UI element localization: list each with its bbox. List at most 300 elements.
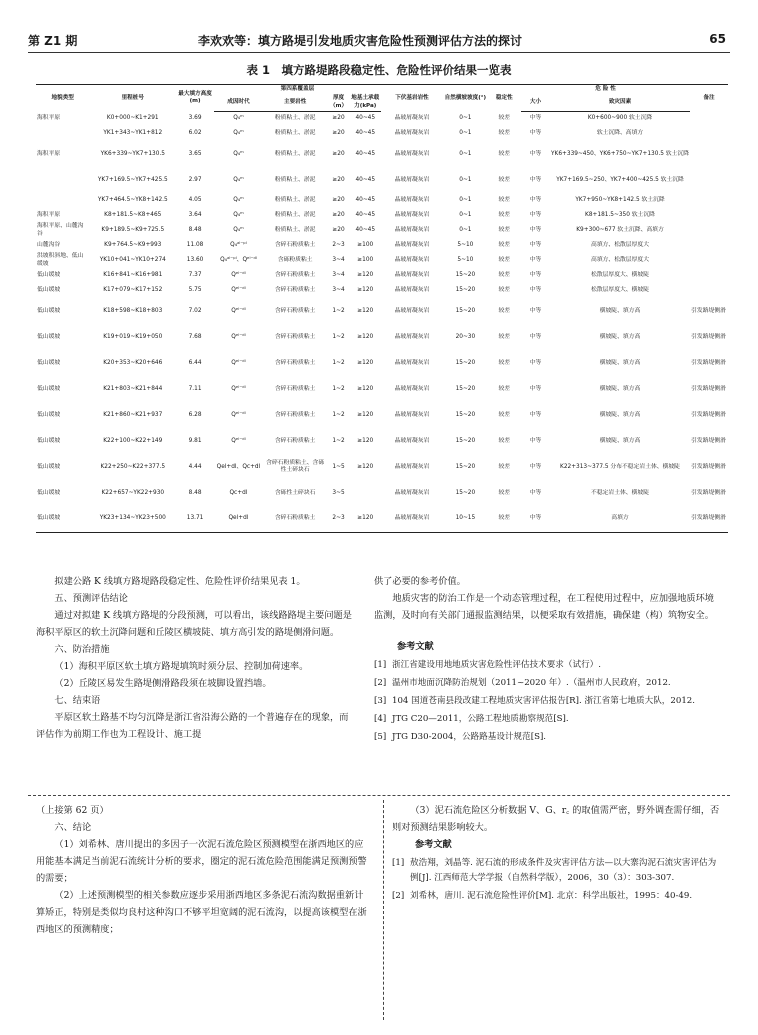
section-divider — [28, 795, 730, 796]
reference-text: 敖浩翔，刘晶等. 泥石流的形成条件及灾害评估方法—以大寨沟泥石流灾害评估为例[J]. 江西师范大学学报（自然科学版），2006，30（3）：303-307. — [410, 858, 717, 883]
table-cell-bedrock: 晶玻屑凝灰岩 — [394, 242, 430, 249]
table-cell-era: Q₄ᵐ — [233, 130, 244, 137]
table-cell-remark — [690, 208, 728, 223]
table-cell-factor: 高填方、松散层厚度大 — [591, 257, 649, 264]
paragraph: （2）丘陵区易发生路堤侧滑路段须在坡脚设置挡墙。 — [54, 678, 272, 689]
table-cell-slope: 0~1 — [459, 130, 472, 137]
table-row — [36, 428, 728, 454]
table-cell-thick: 1~2 — [332, 359, 345, 366]
table-cell-stability: 较差 — [498, 307, 511, 314]
table-row — [36, 193, 728, 208]
table-cell-landform: 低山缓坡 — [37, 489, 61, 496]
table-row — [36, 283, 728, 298]
table-cell-bearing: ≥120 — [357, 385, 374, 392]
table-cell-slope: 0~1 — [459, 115, 472, 122]
table-cell-bedrock: 晶玻屑凝灰岩 — [394, 176, 430, 183]
table-cell-lith: 粉质粘土、淤泥 — [274, 212, 316, 219]
table-cell-max-fill: 11.08 — [186, 242, 204, 249]
table-cell-section: K16+841~K16+981 — [103, 272, 163, 279]
col-slope: 自然横坡坡度(°) — [443, 85, 488, 112]
table-cell-bearing: 40~45 — [355, 130, 376, 137]
table-cell-section: YK10+041~YK10+274 — [99, 257, 166, 264]
table-cell-section: K21+860~K21+937 — [103, 411, 163, 418]
table-cell-thick: 3~4 — [332, 257, 345, 264]
table-row — [36, 253, 728, 268]
right-column — [374, 573, 720, 748]
table-cell-era: Q₄ᵐ — [233, 197, 244, 204]
table-cell-bedrock: 晶玻屑凝灰岩 — [394, 130, 430, 137]
table-cell-size: 中等 — [529, 307, 542, 314]
table-row — [36, 376, 728, 402]
table-cell-max-fill: 5.75 — [188, 287, 202, 294]
reference-text: 104 国道苍南县段改建工程地质灾害评估报告[R]. 浙江省第七地质大队，2012. — [392, 696, 696, 706]
table-cell-bedrock: 晶玻屑凝灰岩 — [394, 115, 430, 122]
reference-number: [1] — [374, 660, 387, 670]
table-cell-lith: 含砾粉质粘土 — [277, 257, 313, 264]
table-cell-bedrock: 晶玻屑凝灰岩 — [394, 463, 430, 470]
col-lith: 主要岩性 — [263, 94, 328, 111]
table-cell-bedrock: 晶玻屑凝灰岩 — [394, 197, 430, 204]
table-cell-landform: 低山缓坡 — [36, 506, 89, 532]
table-cell-section: K18+598~K18+803 — [103, 307, 163, 314]
paragraph: （2）上述预测模型的相关参数应逐步采用浙西地区多条泥石流沟数据重新计算矫正，特别是类似均良村这种沟口不够平坦宽阔的泥石流沟，以提高该模型在浙西地区的预测精度； — [36, 890, 367, 935]
table-cell-thick: ≥20 — [332, 212, 345, 219]
table-cell-section: K9+764.5~K9+993 — [104, 242, 162, 249]
table-cell-factor: YK7+950~YK8+142.5 软土沉降 — [575, 197, 665, 204]
table-cell-bearing: 40~45 — [355, 150, 376, 157]
table-cell-lith: 粉质粘土、淤泥 — [274, 130, 316, 137]
table-cell-thick: 3~5 — [332, 489, 345, 496]
table-row — [36, 208, 728, 223]
table-cell-max-fill: 6.28 — [188, 411, 202, 418]
table-cell-lith: 粉质粘土、淤泥 — [274, 176, 316, 183]
table-cell-slope: 20~30 — [455, 333, 476, 340]
table-cell-max-fill: 3.65 — [188, 150, 202, 157]
table-cell-lith: 含碎石粉质粘土 — [274, 242, 316, 249]
table-cell-lith: 含碎石粉质粘土 — [274, 272, 316, 279]
table-cell-bearing: ≥120 — [357, 463, 374, 470]
table-cell-era: Q₄ᵐ — [233, 115, 244, 122]
table-cell-era: Q₄ᵐ — [233, 150, 244, 157]
col-group-q4: 第四系覆盖层 — [214, 85, 381, 95]
table-cell-thick: ≥20 — [332, 227, 345, 234]
table-cell-bearing: ≥100 — [357, 242, 374, 249]
table-cell-lith: 含碎石粉质粘土、含砾性土碎块石 — [266, 459, 325, 474]
table-cell-landform: 低山缓坡 — [37, 333, 61, 340]
table-cell-slope: 15~20 — [455, 359, 476, 366]
table-cell-remark: 引发路堤侧滑 — [690, 506, 728, 532]
reference-text: 刘希林，唐川. 泥石流危险性评价[M]. 北京：科学出版社，1995：40-49. — [410, 891, 693, 901]
issue-label: 第 Z1 期 — [28, 34, 78, 48]
table-cell-slope: 15~20 — [455, 287, 476, 294]
table-cell-remark: 引发路堤侧滑 — [691, 463, 726, 470]
references-title: 参考文献 — [415, 839, 452, 850]
table-row — [36, 298, 728, 324]
table-cell-remark: 引发路堤侧滑 — [691, 307, 726, 314]
table-cell-bedrock: 晶玻屑凝灰岩 — [394, 150, 430, 157]
table-cell-slope: 0~1 — [459, 197, 472, 204]
table-cell-slope: 0~1 — [459, 150, 472, 157]
table-cell-remark — [690, 126, 728, 141]
table-cell-factor: 高填方 — [550, 506, 690, 532]
table-cell-factor: K8+181.5~350 软土沉降 — [585, 212, 655, 219]
table-cell-remark — [690, 111, 728, 126]
table-cell-bedrock: 晶玻屑凝灰岩 — [394, 227, 430, 234]
table-cell-remark: 引发路堤侧滑 — [691, 437, 726, 444]
table-cell-section: K0+000~K1+291 — [106, 115, 159, 122]
table-cell-max-fill: 4.05 — [188, 197, 202, 204]
table-cell-landform: 低山缓坡 — [37, 307, 61, 314]
table-cell-max-fill: 4.44 — [188, 463, 202, 470]
table-cell-max-fill: 8.48 — [188, 489, 202, 496]
table-cell-bearing: ≥120 — [357, 359, 374, 366]
col-max-fill: 最大填方高度(m) — [176, 85, 214, 112]
table-cell-stability: 较差 — [498, 257, 511, 264]
table-cell-era: Q₄ᵐ — [233, 176, 244, 183]
reference-number: [1] — [392, 858, 405, 868]
table-cell-size: 中等 — [529, 150, 542, 157]
table-cell-slope: 15~20 — [455, 307, 476, 314]
table-cell-stability: 较差 — [498, 242, 511, 249]
table-cell-landform: 洪坡积斜地、低山缓坡 — [37, 253, 84, 267]
table-cell-landform — [36, 126, 89, 141]
table-cell-era: Qel+dl、Qc+dl — [216, 463, 261, 470]
table-header-row — [36, 85, 728, 95]
table-cell-section: YK23+134~YK23+500 — [89, 506, 176, 532]
table-cell-section: K19+019~K19+050 — [103, 333, 163, 340]
table-cell-factor: K0+600~900 软土沉降 — [587, 115, 653, 122]
table-cell-section: K22+657~YK22+930 — [101, 489, 165, 496]
table-cell-thick: 2~3 — [327, 506, 349, 532]
table-cell-max-fill: 9.81 — [188, 437, 202, 444]
table-cell-era: Qᵉˡ⁻ᵈˡ — [231, 272, 246, 279]
table-cell-section: YK7+464.5~YK8+142.5 — [97, 197, 168, 204]
table-row — [36, 480, 728, 506]
table-cell-era: Q₄ᵃˡ⁻ᵖˡ — [230, 242, 247, 249]
table-cell-max-fill: 2.97 — [188, 176, 202, 183]
table-cell-remark: 引发路堤侧滑 — [691, 385, 726, 392]
reference-number: [3] — [374, 696, 387, 706]
table-cell-stability: 较差 — [498, 385, 511, 392]
paragraph: 通过对拟建 K 线填方路堤的分段预测，可以看出，该线路路堤主要问题是海积平原区的软土沉降问题和丘陵区横坡陡、填方高引发的路堤侧滑问题。 — [36, 610, 352, 638]
table-cell-size: 中等 — [529, 411, 542, 418]
table-cell-max-fill: 7.68 — [188, 333, 202, 340]
col-era: 成因时代 — [214, 94, 263, 111]
table-cell-stability: 较差 — [498, 463, 511, 470]
table-cell-slope: 15~20 — [455, 385, 476, 392]
table-cell-max-fill: 7.02 — [188, 307, 202, 314]
table-cell-remark: 引发路堤侧滑 — [691, 411, 726, 418]
table-cell-lith: 含碎石粉质粘土 — [274, 287, 316, 294]
paragraph: 供了必要的参考价值。 — [374, 576, 466, 587]
table-cell-section: YK1+343~YK1+812 — [103, 130, 163, 137]
table-cell-factor: 软土沉降、高填方 — [596, 130, 644, 137]
table-cell-remark — [690, 223, 728, 238]
table-cell-lith: 含砾性土碎块石 — [274, 489, 316, 496]
table-cell-remark: 引发路堤侧滑 — [691, 489, 726, 496]
table-cell-size: 中等 — [529, 359, 542, 366]
table-cell-lith: 粉质粘土、淤泥 — [274, 150, 316, 157]
table-cell-section: K21+803~K21+844 — [103, 385, 163, 392]
table-cell-slope: 0~1 — [459, 176, 472, 183]
reference-item — [392, 889, 722, 904]
table-cell-era: Q₄ᵐ — [233, 212, 244, 219]
table-cell-factor: 高填方、松散层厚度大 — [591, 242, 649, 249]
table-cell-size: 中等 — [529, 242, 542, 249]
table-cell-bearing — [350, 480, 381, 506]
table-cell-factor: YK6+339~450、YK6+750~YK7+130.5 软土沉降 — [551, 150, 689, 157]
table-row — [36, 350, 728, 376]
table-cell-factor: 横坡陡、填方高 — [599, 359, 641, 366]
table-cell-max-fill: 6.02 — [188, 130, 202, 137]
table-cell-lith: 粉质粘土、淤泥 — [274, 227, 316, 234]
table-cell-section: K22+100~K22+149 — [103, 437, 163, 444]
table-cell-thick: ≥20 — [332, 130, 345, 137]
table-cell-bearing: ≥120 — [357, 307, 374, 314]
lower-left-column — [36, 802, 372, 938]
running-header — [28, 30, 730, 53]
table-cell-stability: 较差 — [498, 150, 511, 157]
table-cell-bearing: 40~45 — [355, 227, 376, 234]
table-cell-era: Q₄ᵃˡ⁻ᵖˡ、Qᵉˡ⁻ᵈˡ — [220, 257, 257, 264]
table-cell-size: 中等 — [529, 489, 542, 496]
table-cell-remark — [690, 268, 728, 283]
table-cell-thick: ≥20 — [332, 197, 345, 204]
table-cell-lith: 粉质粘土、淤泥 — [274, 115, 316, 122]
table-cell-slope: 5~10 — [457, 242, 474, 249]
table-cell-lith: 含碎石粉质粘土 — [274, 307, 316, 314]
table-cell-landform: 海积平原 — [37, 150, 61, 157]
table-cell-bearing: ≥120 — [357, 437, 374, 444]
table-cell-section: K17+079~K17+152 — [103, 287, 163, 294]
table-cell-section: K9+189.5~K9+725.5 — [101, 227, 165, 234]
table-cell-bedrock: 晶玻屑凝灰岩 — [394, 287, 430, 294]
table-cell-size: 中等 — [529, 272, 542, 279]
col-group-danger: 危 险 性 — [521, 85, 690, 95]
table-cell-stability: 较差 — [498, 489, 511, 496]
table-cell-stability: 较差 — [498, 437, 511, 444]
table-cell-remark — [690, 193, 728, 208]
table-cell-slope: 15~20 — [455, 437, 476, 444]
table-cell-landform: 海积平原 — [37, 115, 61, 122]
table-row — [36, 111, 728, 126]
table-cell-bedrock: 晶玻屑凝灰岩 — [394, 212, 430, 219]
reference-text: 温州市地面沉降防治规划（2011~2020 年）.（温州市人民政府，2012. — [392, 678, 671, 688]
table-cell-bedrock: 晶玻屑凝灰岩 — [394, 489, 430, 496]
table-cell-thick: 3~4 — [332, 287, 345, 294]
table-cell-bedrock: 晶玻屑凝灰岩 — [394, 437, 430, 444]
table-cell-size: 中等 — [529, 437, 542, 444]
col-bearing: 地基土承载力(kPa) — [350, 94, 381, 111]
col-bedrock: 下伏基岩岩性 — [381, 85, 443, 112]
table-cell-slope: 10~15 — [443, 506, 488, 532]
table-cell-size: 中等 — [529, 227, 542, 234]
reference-item — [374, 676, 720, 691]
table-cell-landform — [36, 193, 89, 208]
table-cell-bearing: 40~45 — [355, 212, 376, 219]
lower-right-column — [392, 802, 722, 907]
table-cell-era: Qᵉˡ⁻ᵈˡ — [231, 307, 246, 314]
table-cell-stability: 较差 — [488, 506, 521, 532]
table-cell-factor: 横坡陡、填方高 — [599, 333, 641, 340]
table-cell-remark — [690, 141, 728, 167]
table-cell-stability: 较差 — [498, 115, 511, 122]
table-cell-era: Qᵉˡ⁻ᵈˡ — [231, 411, 246, 418]
table-cell-remark — [690, 238, 728, 253]
reference-item — [374, 658, 720, 673]
table-cell-thick: 2~3 — [332, 242, 345, 249]
reference-text: JTG C20—2011，公路工程地质勘察规范[S]. — [392, 714, 569, 724]
paragraph: （1）海积平原区软土填方路堤填筑时须分层、控制加荷速率。 — [54, 661, 309, 672]
table-cell-size: 中等 — [529, 212, 542, 219]
table-cell-landform: 海积平原、山麓沟谷 — [37, 223, 84, 237]
column-divider — [383, 800, 384, 1020]
table-cell-slope: 15~20 — [455, 272, 476, 279]
table-cell-bearing: 40~45 — [355, 197, 376, 204]
table-cell-size: 中等 — [529, 287, 542, 294]
table-cell-section: K8+181.5~K8+465 — [104, 212, 162, 219]
table-body — [36, 111, 728, 532]
table-cell-size: 中等 — [529, 115, 542, 122]
col-size: 大小 — [521, 94, 550, 111]
table-row — [36, 167, 728, 193]
table-cell-stability: 较差 — [498, 130, 511, 137]
references-title: 参考文献 — [397, 641, 434, 652]
table-row — [36, 402, 728, 428]
table-cell-lith: 含碎石粉质粘土 — [274, 411, 316, 418]
table-cell-landform: 低山缓坡 — [37, 437, 61, 444]
table-cell-landform: 海积平原 — [37, 212, 61, 219]
table-cell-era: Qᵉˡ⁻ᵈˡ — [231, 359, 246, 366]
table-cell-factor: 松散层厚度大、横坡陡 — [591, 272, 649, 279]
reference-number: [4] — [374, 714, 387, 724]
reference-item — [374, 694, 720, 709]
table-cell-size: 中等 — [529, 130, 542, 137]
table-cell-remark: 引发路堤侧滑 — [691, 359, 726, 366]
table-cell-factor: 横坡陡、填方高 — [599, 385, 641, 392]
table-row — [36, 324, 728, 350]
table-cell-era: Qᵉˡ⁻ᵈˡ — [231, 333, 246, 340]
table-cell-size: 中等 — [529, 176, 542, 183]
table-cell-stability: 较差 — [498, 272, 511, 279]
table-cell-slope: 15~20 — [455, 489, 476, 496]
table-cell-bearing: ≥120 — [357, 287, 374, 294]
table-row — [36, 141, 728, 167]
reference-item — [374, 730, 720, 745]
col-thick: 厚度（m） — [327, 94, 349, 111]
reference-text: 浙江省建设用地地质灾害危险性评估技术要求（试行）. — [392, 660, 601, 670]
table-cell-remark — [690, 253, 728, 268]
table-cell-era: Qᵉˡ⁻ᵈˡ — [231, 287, 246, 294]
table-cell-max-fill: 3.64 — [188, 212, 202, 219]
section-heading: 六、防治措施 — [54, 644, 110, 655]
table-cell-factor: 松散层厚度大、横坡陡 — [591, 287, 649, 294]
table-cell-thick: ≥20 — [332, 176, 345, 183]
table-row — [36, 454, 728, 480]
table-cell-landform: 低山缓坡 — [37, 385, 61, 392]
table-cell-bearing: ≥120 — [350, 506, 381, 532]
table-cell-factor: YK7+169.5~250、YK7+400~425.5 软土沉降 — [556, 176, 684, 183]
running-head-title: 李欢欢等：填方路堤引发地质灾害危险性预测评估方法的探讨 — [198, 34, 523, 48]
reference-text: JTG D30-2004，公路路基设计规范[S]. — [392, 732, 547, 742]
table-row — [36, 268, 728, 283]
section-heading: 七、结束语 — [54, 695, 101, 706]
table-cell-lith: 粉质粘土、淤泥 — [274, 197, 316, 204]
table-cell-thick: 1~2 — [332, 411, 345, 418]
table-cell-bearing: ≥100 — [357, 257, 374, 264]
table-cell-slope: 15~20 — [455, 463, 476, 470]
table-cell-era: Qᵉˡ⁻ᵈˡ — [231, 385, 246, 392]
table-cell-stability: 较差 — [498, 359, 511, 366]
table-cell-bearing: ≥120 — [357, 333, 374, 340]
table-cell-bedrock: 晶玻屑凝灰岩 — [381, 506, 443, 532]
paragraph: 平原区软土路基不均匀沉降是浙江省沿海公路的一个普遍存在的现象，而评估作为前期工作也为工程设计、施工提 — [36, 712, 349, 740]
table-cell-bedrock: 晶玻屑凝灰岩 — [394, 272, 430, 279]
paragraph: （1）刘希林、唐川提出的多因子一次泥石流危险区预测模型在浙西地区的应用能基本满足当前泥石流统计分析的要求，圈定的泥石流危险范围能满足预测预警的需要； — [36, 839, 367, 884]
table-cell-slope: 0~1 — [459, 227, 472, 234]
table-cell-factor: 横坡陡、填方高 — [599, 307, 641, 314]
table-cell-thick: 1~5 — [332, 463, 345, 470]
table-cell-bedrock: 晶玻屑凝灰岩 — [394, 333, 430, 340]
table-cell-landform: 低山缓坡 — [37, 411, 61, 418]
table-cell-size: 中等 — [529, 385, 542, 392]
table-cell-lith: 含碎石粉质粘土 — [274, 437, 316, 444]
table-cell-landform: 低山缓坡 — [37, 287, 61, 294]
references-list — [392, 856, 722, 904]
paragraph: 拟建公路 K 线填方路堤路段稳定性、危险性评价结果见表 1。 — [54, 576, 306, 587]
table-cell-thick: 1~2 — [332, 333, 345, 340]
table-cell-bearing: 40~45 — [355, 176, 376, 183]
table-cell-size: 中等 — [529, 257, 542, 264]
paragraph: （3）泥石流危险区分析数据 V、G、r꜀ 的取值需严密，野外调查需仔细，否则对预测结果影响较大。 — [392, 805, 720, 833]
paragraph: 地质灾害的防治工作是一个动态管理过程，在工程使用过程中，应加强地质环境监测，及时向有关部门通报监测结果，以便采取有效措施，确保建（构）筑物安全。 — [374, 593, 714, 621]
table-cell-bearing: ≥120 — [357, 411, 374, 418]
table-cell-era: Qel+dl — [214, 506, 263, 532]
table-cell-bedrock: 晶玻屑凝灰岩 — [394, 307, 430, 314]
table-cell-slope: 5~10 — [457, 257, 474, 264]
table-cell-section: K22+250~K22+377.5 — [100, 463, 166, 470]
table-cell-bearing: 40~45 — [355, 115, 376, 122]
reference-item — [374, 712, 720, 727]
table-cell-thick: 3~4 — [332, 272, 345, 279]
col-stability: 稳定性 — [488, 85, 521, 112]
table-row — [36, 126, 728, 141]
table-cell-thick: 1~2 — [332, 307, 345, 314]
table-cell-factor: K9+300~677 软土沉降、高填方 — [576, 227, 664, 234]
table-cell-remark: 引发路堤侧滑 — [691, 333, 726, 340]
table-cell-section: YK6+339~YK7+130.5 — [100, 150, 165, 157]
section-heading: 六、结论 — [54, 822, 92, 833]
table-cell-era: Q₄ᵐ — [233, 227, 244, 234]
table-cell-stability: 较差 — [498, 197, 511, 204]
table-cell-thick: 1~2 — [332, 385, 345, 392]
table-cell-max-fill: 6.44 — [188, 359, 202, 366]
left-column — [36, 573, 354, 743]
table-cell-max-fill: 3.69 — [188, 115, 202, 122]
col-landform: 地貌类型 — [36, 85, 89, 112]
table-cell-landform — [36, 167, 89, 193]
table-cell-bedrock: 晶玻屑凝灰岩 — [394, 359, 430, 366]
table-cell-era: Qc+dl — [229, 489, 248, 496]
table-row — [36, 223, 728, 238]
references-list — [374, 658, 720, 745]
col-remark: 备注 — [690, 85, 728, 112]
table-cell-thick: ≥20 — [332, 115, 345, 122]
table-cell-slope: 15~20 — [455, 411, 476, 418]
table-row — [36, 238, 728, 253]
table-row — [36, 506, 728, 532]
table-cell-factor: K22+313~377.5 分布不稳定岩土体、横坡陡 — [560, 463, 680, 470]
